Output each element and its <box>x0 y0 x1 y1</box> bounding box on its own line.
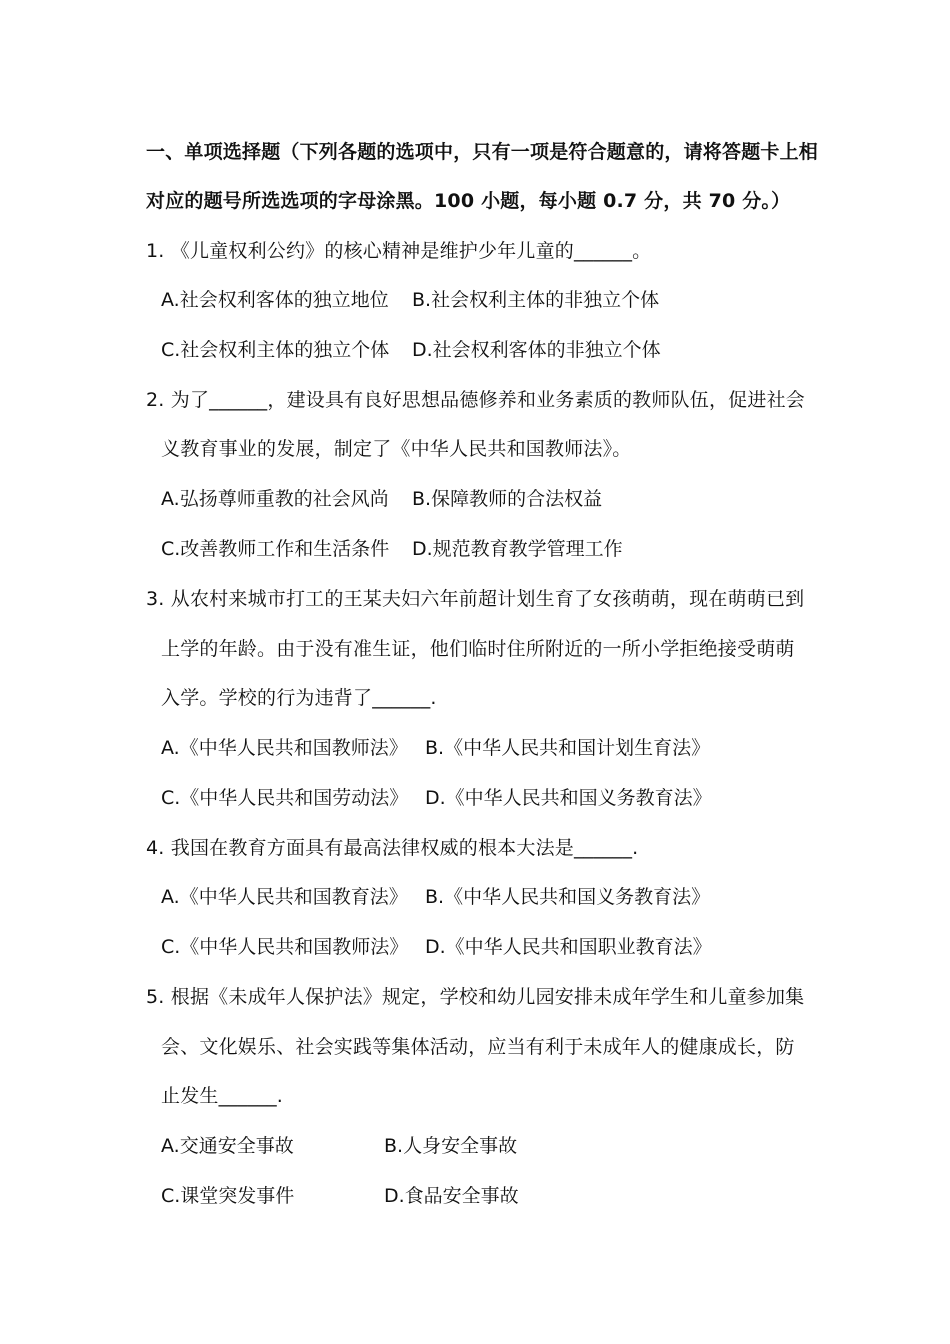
question-3-option-b: B.《中华人民共和国计划生育法》 <box>425 737 711 759</box>
question-3-option-a: A.《中华人民共和国教师法》 <box>161 737 408 759</box>
question-2-option-c: C.改善教师工作和生活条件 <box>161 538 390 560</box>
question-5-line-3: 止发生______. <box>161 1085 284 1107</box>
question-1-line-1: 1. 《儿童权利公约》的核心精神是维护少年儿童的______。 <box>146 240 652 262</box>
section-heading-line-2: 对应的题号所选选项的字母涂黑。100 小题，每小题 0.7 分，共 70 分。） <box>146 190 791 212</box>
question-5-line-1: 5. 根据《未成年人保护法》规定，学校和幼儿园安排未成年学生和儿童参加集 <box>146 986 805 1008</box>
question-3-option-d: D.《中华人民共和国义务教育法》 <box>425 787 712 809</box>
section-heading-line-1: 一、单项选择题（下列各题的选项中，只有一项是符合题意的，请将答题卡上相 <box>146 141 819 163</box>
question-4-option-a: A.《中华人民共和国教育法》 <box>161 886 408 908</box>
question-5-option-a: A.交通安全事故 <box>161 1135 294 1157</box>
question-5-option-c: C.课堂突发事件 <box>161 1185 295 1207</box>
question-4-option-b: B.《中华人民共和国义务教育法》 <box>425 886 711 908</box>
question-2-line-1: 2. 为了______，建设具有良好思想品德修养和业务素质的教师队伍，促进社会 <box>146 389 805 411</box>
question-5-line-2: 会、文化娱乐、社会实践等集体活动，应当有利于未成年人的健康成长，防 <box>161 1036 795 1058</box>
question-4-option-d: D.《中华人民共和国职业教育法》 <box>425 936 712 958</box>
question-1-option-d: D.社会权利客体的非独立个体 <box>412 339 661 361</box>
question-5-option-b: B.人身安全事故 <box>384 1135 518 1157</box>
question-2-option-b: B.保障教师的合法权益 <box>412 488 603 510</box>
question-5-option-d: D.食品安全事故 <box>384 1185 519 1207</box>
question-2-option-d: D.规范教育教学管理工作 <box>412 538 623 560</box>
question-3-line-2: 上学的年龄。由于没有准生证，他们临时住所附近的一所小学拒绝接受萌萌 <box>161 638 795 660</box>
question-3-line-1: 3. 从农村来城市打工的王某夫妇六年前超计划生育了女孩萌萌，现在萌萌已到 <box>146 588 805 610</box>
question-3-option-c: C.《中华人民共和国劳动法》 <box>161 787 409 809</box>
question-2-line-2: 义教育事业的发展，制定了《中华人民共和国教师法》。 <box>161 438 632 460</box>
question-3-line-3: 入学。学校的行为违背了______. <box>161 687 437 709</box>
question-2-option-a: A.弘扬尊师重教的社会风尚 <box>161 488 389 510</box>
question-1-option-c: C.社会权利主体的独立个体 <box>161 339 390 361</box>
question-4-line-1: 4. 我国在教育方面具有最高法律权威的根本大法是______. <box>146 837 639 859</box>
question-1-option-a: A.社会权利客体的独立地位 <box>161 289 389 311</box>
question-4-option-c: C.《中华人民共和国教师法》 <box>161 936 409 958</box>
question-1-option-b: B.社会权利主体的非独立个体 <box>412 289 660 311</box>
